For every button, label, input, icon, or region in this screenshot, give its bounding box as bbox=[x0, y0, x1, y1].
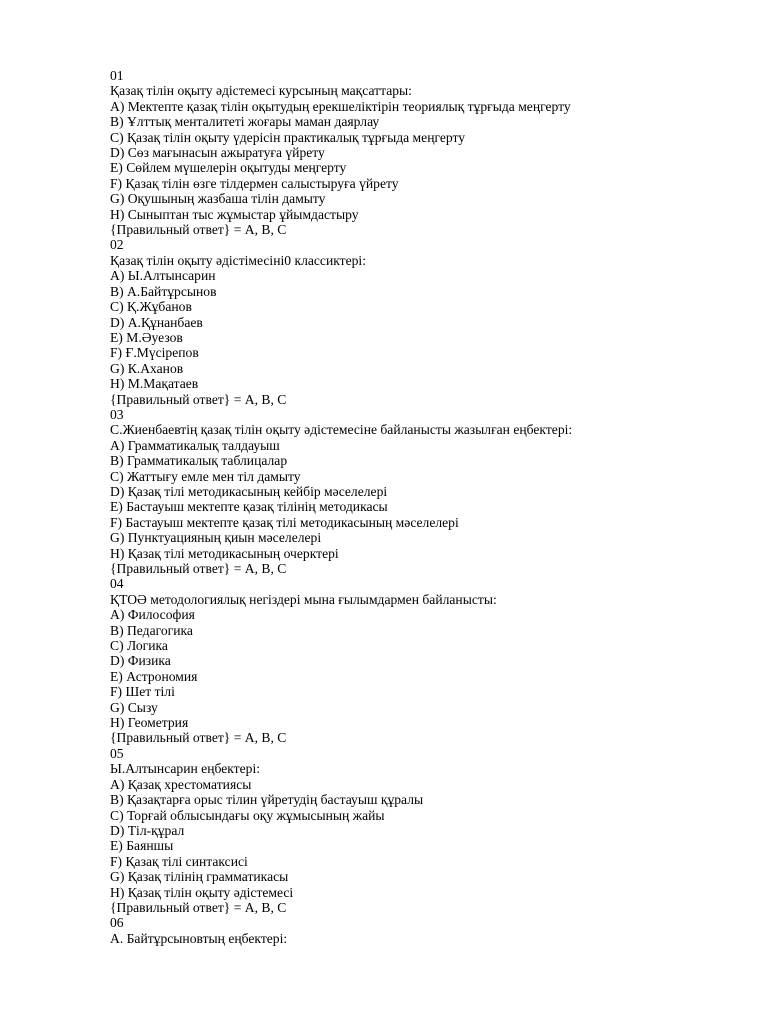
answer-option: A) Қазақ хрестоматиясы bbox=[110, 776, 252, 792]
correct-answer: {Правильный ответ} = A, B, C bbox=[110, 561, 287, 576]
answer-option: F) Бастауыш мектепте қазақ тілі методикасының мәселелері bbox=[110, 514, 459, 530]
answer-option: E) М.Әуезов bbox=[110, 329, 183, 345]
answer-option: A) Философия bbox=[110, 607, 195, 623]
question-text: А. Байтұрсыновтың еңбектері: bbox=[110, 930, 288, 946]
answer-option: A) Грамматикалық талдауыш bbox=[110, 437, 280, 453]
answer-option: D) Тіл-құрал bbox=[110, 822, 185, 838]
answer-option: G) Оқушының жазбаша тілін дамыту bbox=[110, 191, 326, 207]
question-number: 02 bbox=[110, 237, 124, 253]
answer-option: G) Сызу bbox=[110, 699, 158, 715]
answer-option: B) Грамматикалық таблицалар bbox=[110, 453, 288, 469]
answer-option: G) Қазақ тілінің грамматикасы bbox=[110, 869, 289, 885]
answer-option: C) Қазақ тілін оқыту үдерісін практикалық тұрғыда меңгерту bbox=[110, 129, 466, 145]
answer-option: E) Сөйлем мүшелерін оқытуды меңгерту bbox=[110, 160, 347, 176]
answer-option: D) А.Құнанбаев bbox=[110, 314, 203, 330]
answer-option: G) К.Аханов bbox=[110, 360, 184, 376]
answer-option: C) Логика bbox=[110, 638, 168, 654]
answer-option: A) Ы.Алтынсарин bbox=[110, 268, 216, 284]
answer-option: B) Педагогика bbox=[110, 622, 193, 638]
answer-option: C) Торғай облысындағы оқу жұмысының жайы bbox=[110, 807, 385, 823]
answer-option: H) Қазақ тілі методикасының очерктері bbox=[110, 545, 339, 561]
answer-option: H) Қазақ тілін оқыту әдістемесі bbox=[110, 884, 294, 900]
correct-answer: {Правильный ответ} = A, B, C bbox=[110, 222, 287, 238]
document-page bbox=[110, 68, 730, 946]
correct-answer: {Правильный ответ} = A, B, C bbox=[110, 391, 287, 407]
answer-option: A) Мектепте қазақ тілін оқытудың ерекшеліктірін теориялық тұрғыда меңгерту bbox=[110, 98, 571, 114]
answer-option: F) Шет тілі bbox=[110, 684, 175, 700]
correct-answer: {Правильный ответ} = A, B, C bbox=[110, 899, 287, 915]
answer-option: F) Қазақ тілін өзге тілдермен салыстыруға үйрету bbox=[110, 175, 399, 191]
answer-option: D) Қазақ тілі методикасының кейбір мәселелері bbox=[110, 483, 388, 499]
answer-option: D) Физика bbox=[110, 653, 171, 669]
question-number: 03 bbox=[110, 406, 124, 422]
answer-option: H) Геометрия bbox=[110, 715, 189, 731]
question-text: Ы.Алтынсарин еңбектері: bbox=[110, 761, 261, 777]
correct-answer: {Правильный ответ} = A, B, C bbox=[110, 730, 287, 746]
answer-option: H) Сыныптан тыс жұмыстар ұйымдастыру bbox=[110, 206, 359, 222]
question-text: Қазақ тілін оқыту әдістімесіні0 классиктері: bbox=[110, 252, 366, 268]
answer-option: C) Жаттығу емле мен тіл дамыту bbox=[110, 468, 301, 484]
question-number: 06 bbox=[110, 915, 124, 931]
question-text: Қазақ тілін оқыту әдістемесі курсының мақсаттары: bbox=[110, 83, 412, 99]
question-block bbox=[110, 68, 730, 237]
answer-option: B) А.Байтұрсынов bbox=[110, 283, 217, 299]
answer-option: E) Астрономия bbox=[110, 668, 198, 684]
question-block bbox=[110, 407, 730, 576]
answer-option: E) Баяншы bbox=[110, 838, 174, 854]
question-block bbox=[110, 746, 730, 915]
question-number: 05 bbox=[110, 745, 124, 761]
answer-option: F) Қазақ тілі синтаксисі bbox=[110, 853, 248, 869]
question-text: С.Жиенбаевтің қазақ тілін оқыту әдістемесіне байланысты жазылған еңбектері: bbox=[110, 422, 573, 438]
question-block bbox=[110, 915, 730, 946]
answer-option: G) Пунктуацияның қиын мәселелері bbox=[110, 530, 322, 546]
answer-option: B) Қазақтарға орыс тілин үйретудің бастауыш құралы bbox=[110, 792, 424, 808]
answer-option: D) Сөз мағынасын ажыратуға үйрету bbox=[110, 145, 325, 161]
answer-option: E) Бастауыш мектепте қазақ тілінің методикасы bbox=[110, 499, 388, 515]
question-number: 04 bbox=[110, 576, 124, 592]
question-text: ҚТОӘ методологиялық негіздері мына ғылымдармен байланысты: bbox=[110, 591, 497, 607]
question-block bbox=[110, 237, 730, 406]
question-block bbox=[110, 576, 730, 745]
answer-option: C) Қ.Жұбанов bbox=[110, 299, 192, 315]
question-number: 01 bbox=[110, 68, 124, 83]
answer-option: F) Ғ.Мүсірепов bbox=[110, 345, 199, 361]
answer-option: B) Ұлттық менталитеті жоғары маман даярлау bbox=[110, 114, 380, 130]
answer-option: H) М.Мақатаев bbox=[110, 376, 199, 392]
